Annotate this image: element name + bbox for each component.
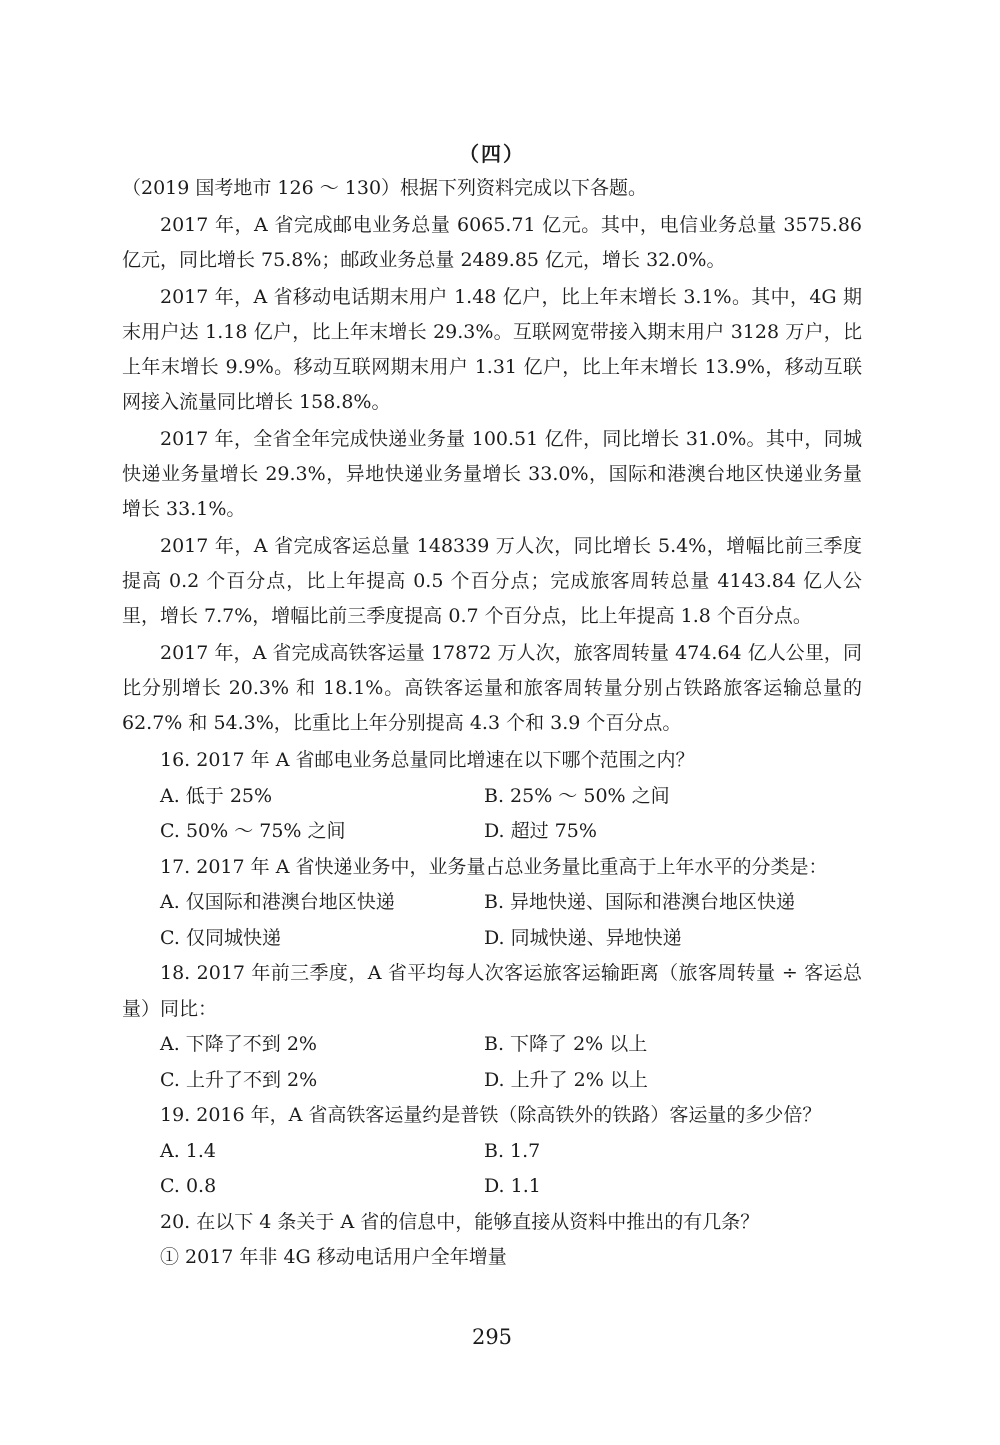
paragraph-high-speed-rail: 2017 年，A 省完成高铁客运量 17872 万人次，旅客周转量 474.64 亿人公里，同比分别增长 20.3% 和 18.1%。高铁客运量和旅客周转量分别占铁路旅客运输总量的 62.7% 和 54.3%，比重比上年分别提高 4.3 个和 3.9 个百分点。 [122,642,862,734]
option-d[interactable]: D. 1.1 [484,1175,541,1197]
question-stem: 17. 2017 年 A 省快递业务中，业务量占总业务量比重高于上年水平的分类是： [160,855,828,878]
option-a[interactable]: A. 仅国际和港澳台地区快递 [160,891,395,913]
option-b[interactable]: B. 25% ～ 50% 之间 [484,784,670,807]
question-20 [122,1205,862,1276]
option-c[interactable]: C. 0.8 [160,1175,217,1197]
paragraph-passenger-transport: 2017 年，A 省完成客运总量 148339 万人次，同比增长 5.4%，增幅比前三季度提高 0.2 个百分点，比上年提高 0.5 个百分点；完成旅客周转总量 4143.84 亿人公里，增长 7.7%，增幅比前三季度提高 0.7 个百分点，比上年提高 1.8 个百分点。 [122,535,862,627]
question-stem: 18. 2017 年前三季度，A 省平均每人次客运旅客运输距离（旅客周转量 ÷ 客运总量）同比： [122,962,862,1020]
question-18 [122,956,862,1098]
option-d[interactable]: D. 上升了 2% 以上 [484,1068,648,1091]
option-d[interactable]: D. 超过 75% [484,820,597,842]
question-19 [122,1098,862,1205]
option-d[interactable]: D. 同城快递、异地快递 [484,926,682,949]
question-16 [122,743,862,850]
option-a[interactable]: A. 1.4 [160,1139,217,1162]
question-17 [122,850,862,957]
option-a[interactable]: A. 下降了不到 2% [160,1033,317,1055]
option-c[interactable]: C. 上升了不到 2% [160,1068,318,1091]
sub-item-1: ① 2017 年非 4G 移动电话用户全年增量 [160,1246,507,1268]
question-stem: 16. 2017 年 A 省邮电业务总量同比增速在以下哪个范围之内？ [160,749,695,771]
material-body [122,208,862,1276]
paragraph-mobile-users: 2017 年，A 省移动电话期末用户 1.48 亿户，比上年末增长 3.1%。其中，4G 期末用户达 1.18 亿户，比上年末增长 29.3%。互联网宽带接入期末用户 3128 万户，比上年末增长 9.9%。移动互联网期末用户 1.31 亿户，比上年末增长 13.9%，移动互联网接入流量同比增长 158.8%。 [122,286,862,413]
question-stem: 19. 2016 年，A 省高铁客运量约是普铁（除高铁外的铁路）客运量的多少倍？ [160,1104,822,1126]
option-b[interactable]: B. 下降了 2% 以上 [484,1033,648,1055]
document-page [122,0,862,1445]
paragraph-postal-telecom: 2017 年，A 省完成邮电业务总量 6065.71 亿元。其中，电信业务总量 3575.86 亿元，同比增长 75.8%；邮政业务总量 2489.85 亿元，增长 32.0%。 [122,214,862,271]
option-b[interactable]: B. 1.7 [484,1139,541,1162]
option-a[interactable]: A. 低于 25% [160,784,273,807]
section-title: （四） [459,142,525,166]
option-c[interactable]: C. 仅同城快递 [160,926,281,949]
source-line: （2019 国考地市 126 ～ 130）根据下列资料完成以下各题。 [122,177,648,199]
option-list [122,1134,862,1205]
option-c[interactable]: C. 50% ～ 75% 之间 [160,820,346,842]
option-list [122,779,862,850]
option-b[interactable]: B. 异地快递、国际和港澳台地区快递 [484,891,796,913]
question-stem: 20. 在以下 4 条关于 A 省的信息中，能够直接从资料中推出的有几条？ [160,1210,760,1233]
option-list [122,885,862,956]
option-list [122,1027,862,1098]
paragraph-express-delivery: 2017 年，全省全年完成快递业务量 100.51 亿件，同比增长 31.0%。其中，同城快递业务量增长 29.3%，异地快递业务量增长 33.0%，国际和港澳台地区快递业务量增长 33.1%。 [122,428,862,520]
page-number: 295 [471,1325,513,1349]
